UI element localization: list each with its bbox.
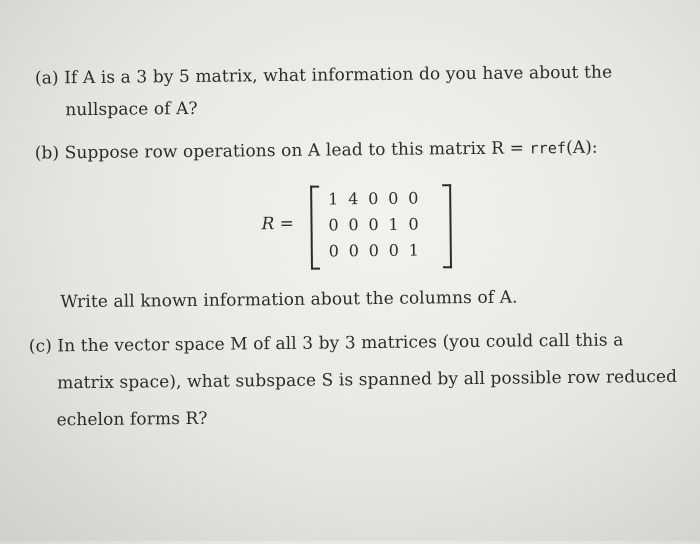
rref-function: rref	[529, 138, 567, 158]
matrix-cell: 0	[408, 214, 419, 234]
matrix-row	[323, 188, 423, 208]
matrix-cell: 4	[348, 189, 359, 209]
matrix-cell: 0	[348, 241, 359, 261]
matrix-cell: 0	[368, 214, 379, 235]
matrix-cell: 1	[408, 240, 419, 260]
part-b-prefix: (b) Suppose row operations on A lead to this matrix R =	[34, 138, 530, 164]
matrix-cell: 0	[368, 240, 379, 261]
part-c-line-3: echelon forms R?	[56, 408, 208, 431]
right-bracket	[442, 184, 452, 268]
part-c-line-2: matrix space), what subspace S is spanned by all possible row reduced	[57, 366, 678, 394]
part-b-question: Write all known information about the columns of A.	[60, 287, 518, 313]
matrix-cell: 0	[348, 215, 359, 235]
part-b-line-1	[35, 138, 598, 164]
part-b-suffix: (A):	[565, 137, 598, 158]
matrix-cell: 1	[328, 189, 339, 209]
matrix-cell: 1	[388, 214, 399, 234]
matrix-cell: 0	[408, 188, 419, 208]
matrix-r	[261, 184, 462, 268]
matrix-row	[323, 214, 423, 234]
left-bracket	[310, 186, 320, 270]
part-c-line-1: (c) In the vector space M of all 3 by 3 matrices (you could call this a	[28, 330, 624, 357]
matrix-cell: 0	[328, 215, 339, 235]
part-a-line-1: (a) If A is a 3 by 5 matrix, what information do you have about the	[34, 62, 613, 89]
matrix-cell: 0	[368, 188, 379, 209]
part-a-line-2: nullspace of A?	[65, 98, 198, 121]
matrix-cell: 0	[388, 240, 399, 260]
matrix-label: R =	[261, 213, 295, 235]
matrix-cell: 0	[388, 188, 399, 208]
matrix-row	[324, 240, 424, 260]
matrix-cell: 0	[328, 241, 339, 261]
